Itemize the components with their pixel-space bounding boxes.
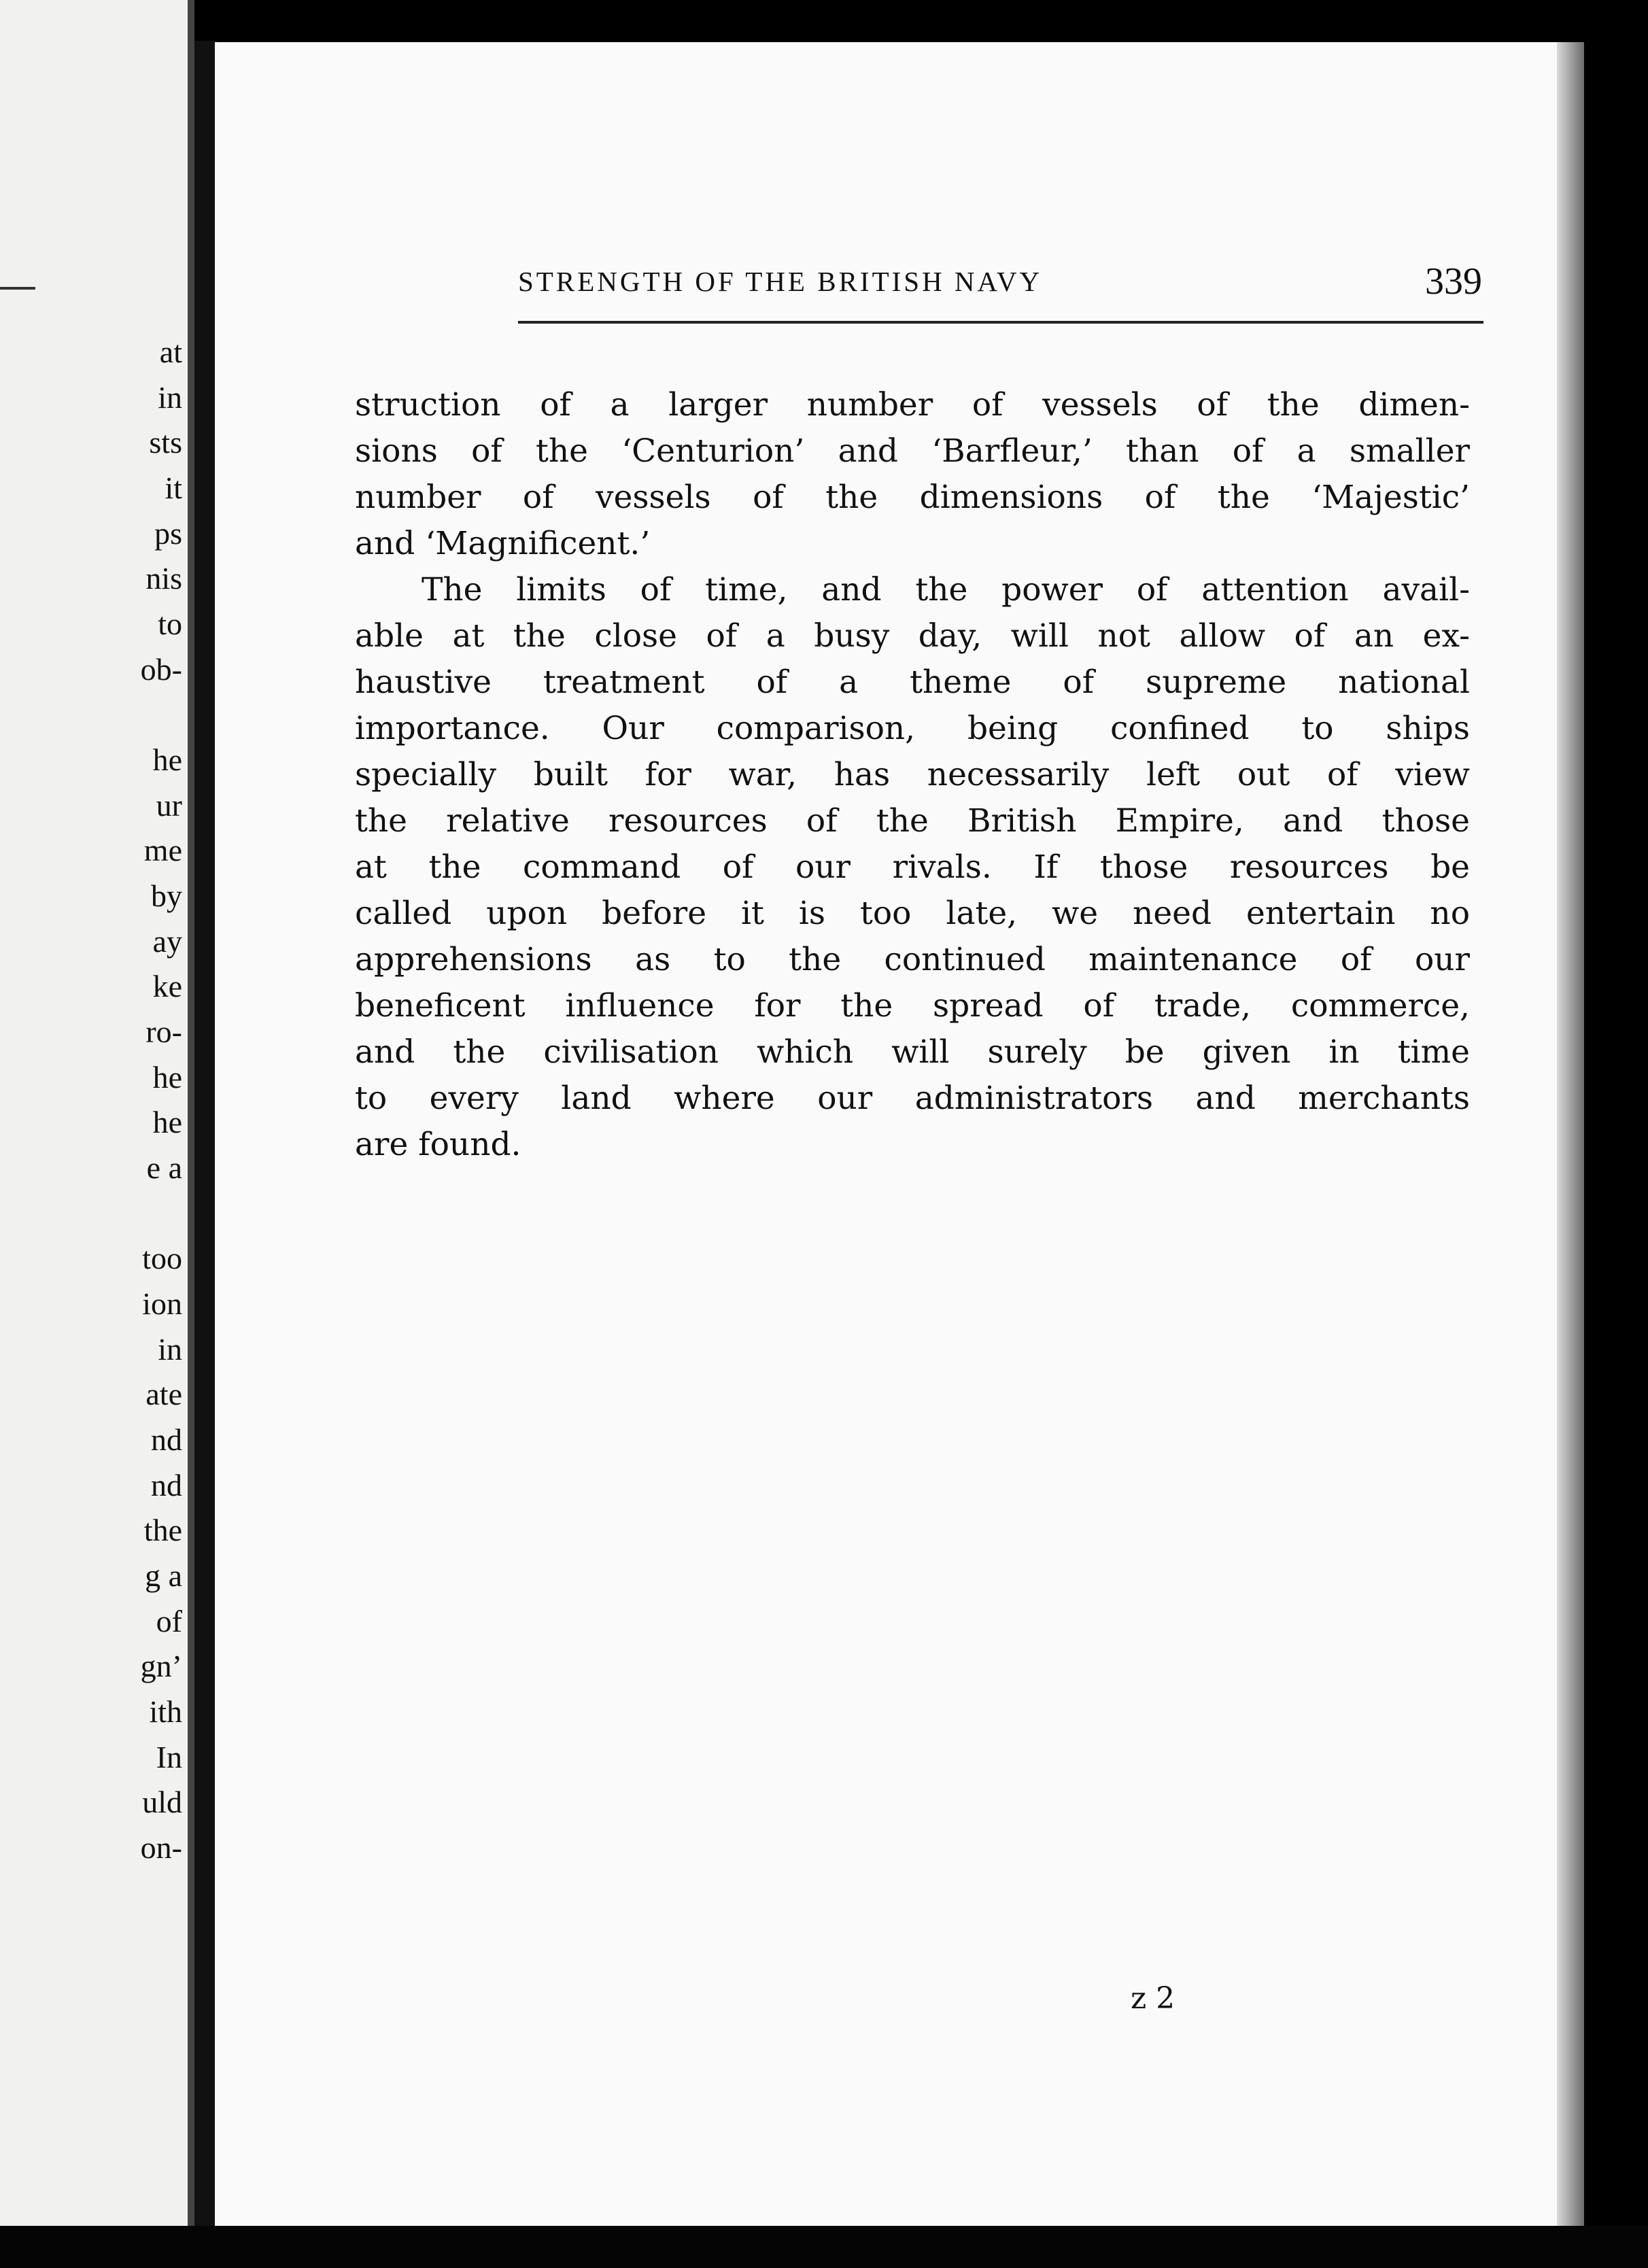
left-page-fragment: ob- [140, 652, 182, 687]
left-page-fragment: on- [140, 1830, 182, 1865]
left-page-fragment: too [142, 1241, 182, 1275]
left-page-fragment: the [143, 1513, 182, 1547]
body-line: number of vessels of the dimensions of the ‘Majestic’ [355, 479, 1470, 516]
left-page-fragment: to [158, 606, 182, 641]
left-page-fragment: of [156, 1604, 182, 1638]
body-line: at the command of our rivals. If those resources be [355, 848, 1470, 886]
left-page-fragment: at [159, 334, 182, 369]
left-page-fragment: In [156, 1740, 182, 1774]
left-page-fragment: ate [145, 1377, 182, 1411]
left-page-fragment: ith [149, 1694, 182, 1729]
left-page-fragment: ion [142, 1286, 182, 1321]
body-line: able at the close of a busy day, will not allow of an ex- [355, 617, 1470, 655]
left-page-fragment: he [152, 1105, 182, 1139]
body-line: called upon before it is too late, we need entertain no [355, 895, 1470, 932]
left-page-fragment: by [151, 878, 182, 913]
body-line: the relative resources of the British Empire, and those [355, 802, 1470, 840]
running-head [518, 260, 1494, 340]
left-page-fragment: ke [152, 969, 182, 1003]
body-line: specially built for war, has necessarily left out of view [355, 756, 1470, 793]
left-page-fragment: ps [154, 516, 182, 551]
body-line: struction of a larger number of vessels of the dimen- [355, 386, 1470, 424]
book-spine-shadow [188, 0, 194, 2268]
body-line: beneficent influence for the spread of trade, commerce, [355, 987, 1470, 1025]
left-page-fragment: e a [146, 1150, 182, 1185]
running-head-title: STRENGTH OF THE BRITISH NAVY [518, 266, 1043, 297]
left-page-fragment: ro- [145, 1014, 182, 1049]
left-page-fragment: nd [151, 1422, 182, 1457]
left-page-fragment: nd [151, 1468, 182, 1502]
body-line: apprehensions as to the continued maintenance of our [355, 941, 1470, 978]
page-gutter [194, 41, 218, 2237]
left-page-fragment: uld [142, 1785, 182, 1819]
body-line: The limits of time, and the power of attention avail- [422, 571, 1470, 608]
scan-border-bottom [0, 2226, 1648, 2268]
left-page-fragment: it [165, 470, 182, 505]
left-facing-page [0, 0, 194, 2268]
left-page-fragment: ur [156, 788, 182, 823]
left-page-fragment: g a [145, 1558, 182, 1593]
body-text [355, 382, 1470, 1168]
body-line: and the civilisation which will surely be given in time [355, 1033, 1470, 1071]
body-line: are found. [355, 1126, 521, 1163]
scan-border-right [1584, 0, 1648, 2268]
body-line: and ‘Magnificent.’ [355, 525, 651, 562]
header-rule [518, 321, 1483, 324]
left-page-fragment: me [143, 833, 182, 867]
body-line: haustive treatment of a theme of supreme national [355, 664, 1470, 701]
page-edge-shadow [1557, 42, 1584, 2226]
left-page-fragment: gn’ [140, 1649, 182, 1683]
body-line: to every land where our administrators and merchants [355, 1080, 1470, 1117]
left-page-fragment: in [158, 1332, 182, 1367]
left-page-fragment: ay [152, 924, 182, 959]
left-page-rule [0, 287, 35, 290]
body-line: importance. Our comparison, being confined to ships [355, 710, 1470, 747]
body-line: sions of the ‘Centurion’ and ‘Barfleur,’ than of a smaller [355, 432, 1470, 470]
right-page [215, 42, 1584, 2226]
page-number: 339 [1425, 260, 1482, 303]
left-page-fragment: he [152, 742, 182, 777]
left-page-fragment: nis [145, 561, 182, 596]
signature-mark: z 2 [1131, 1981, 1175, 2016]
left-page-fragment: he [152, 1060, 182, 1095]
left-page-fragment: in [158, 380, 182, 415]
left-page-fragment: sts [149, 425, 182, 460]
